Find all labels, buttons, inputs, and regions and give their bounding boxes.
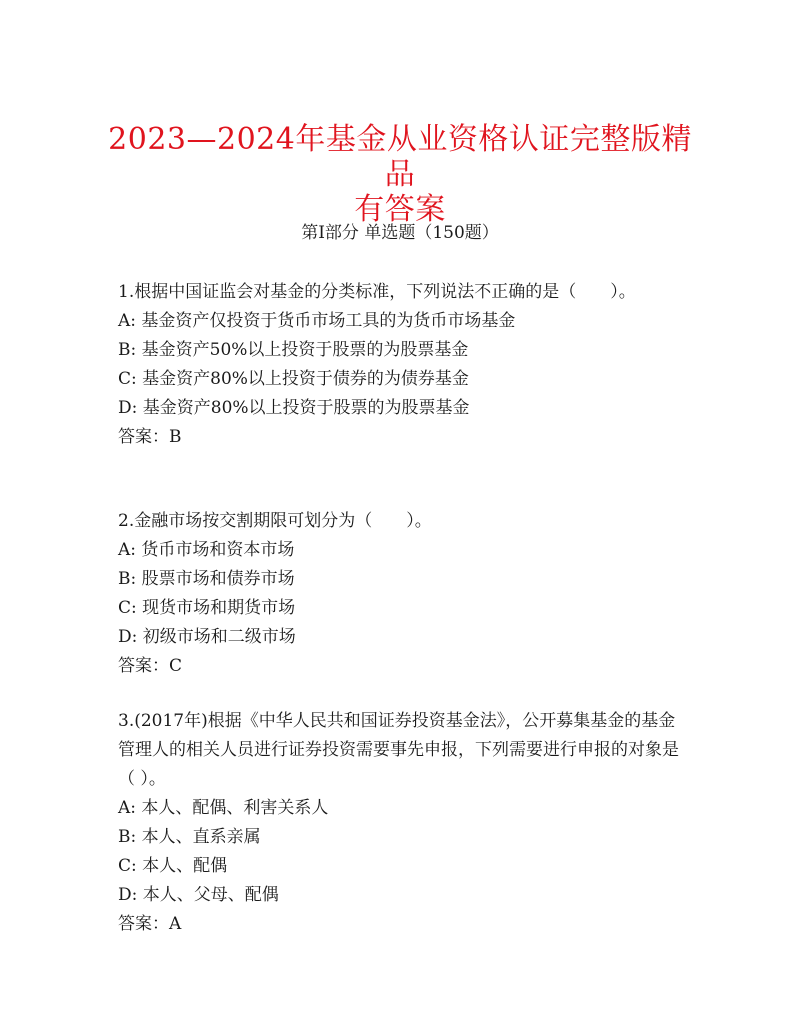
option-a: A: 基金资产仅投资于货币市场工具的为货币市场基金 [118,311,516,331]
option-d: D: 初级市场和二级市场 [118,627,296,647]
option-b: B: 股票市场和债券市场 [118,569,295,589]
section-heading: 第I部分 单选题（150题） [301,223,499,243]
question-2 [118,507,688,681]
option-d: D: 本人、父母、配偶 [118,885,279,905]
question-stem: 1.根据中国证监会对基金的分类标准，下列说法不正确的是（ ）。 [118,282,636,302]
answer: 答案：B [118,427,182,447]
option-a: A: 本人、配偶、利害关系人 [118,798,329,818]
question-1 [118,278,688,452]
answer: 答案：C [118,656,183,676]
title-line-1: 2023—2024年基金从业资格认证完整版精品 [108,122,692,192]
option-c: C: 现货市场和期货市场 [118,598,296,618]
option-b: B: 本人、直系亲属 [118,827,261,847]
document-title [100,122,700,227]
answer: 答案：A [118,914,182,934]
question-3 [118,707,688,939]
option-c: C: 本人、配偶 [118,856,228,876]
question-stem: 2.金融市场按交割期限可划分为（ ）。 [118,511,432,531]
option-a: A: 货币市场和资本市场 [118,540,295,560]
option-b: B: 基金资产50%以上投资于股票的为股票基金 [118,340,469,360]
question-stem: 3.(2017年)根据《中华人民共和国证券投资基金法》，公开募集基金的基金管理人的相关人员进行证券投资需要事先申报，下列需要进行申报的对象是（ ）。 [118,711,679,789]
title-line-2: 有答案 [354,192,446,227]
option-c: C: 基金资产80%以上投资于债券的为债券基金 [118,369,469,389]
option-d: D: 基金资产80%以上投资于股票的为股票基金 [118,398,470,418]
